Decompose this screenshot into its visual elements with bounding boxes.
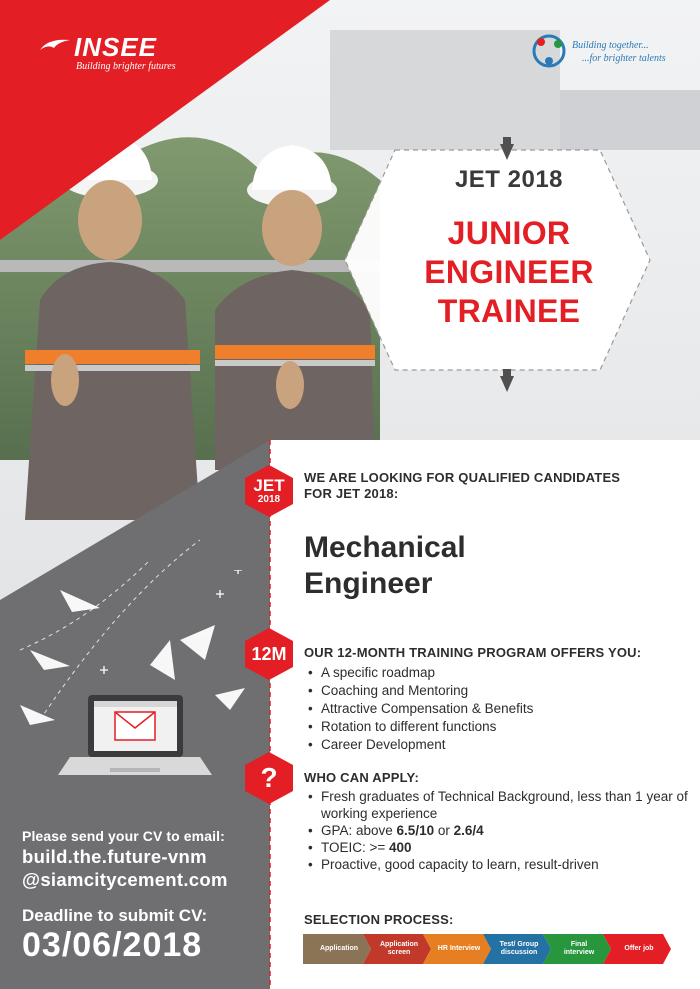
process-step-label: Final interview	[563, 941, 595, 956]
people-circle-logo-icon	[530, 32, 568, 70]
email-link-line2[interactable]: @siamcitycement.com	[22, 869, 228, 890]
program-name: JET 2018	[454, 166, 564, 193]
email-link-line1[interactable]: build.the.future-vnm	[22, 846, 207, 867]
partner-line2: ...for brighter talents	[582, 53, 666, 64]
insee-bird-logo-icon	[38, 36, 72, 56]
process-step	[303, 934, 371, 964]
deadline-label: Deadline to submit CV:	[22, 906, 208, 925]
role-line1: JUNIOR	[447, 215, 571, 251]
plus-icon	[100, 666, 108, 674]
list-item: • Career Development	[308, 736, 688, 754]
process-step	[603, 934, 671, 964]
list-item: • Attractive Compensation & Benefits	[308, 700, 688, 718]
jet-badge-bottom: 2018	[257, 493, 281, 505]
deadline-date: 03/06/2018	[22, 926, 203, 964]
gpa-value1: 6.5/10	[396, 822, 435, 838]
laptop-icon	[58, 695, 212, 775]
jet-badge-top: JET	[253, 475, 285, 495]
role-line2: ENGINEER	[424, 254, 594, 290]
looking-heading-line2: FOR JET 2018:	[304, 486, 399, 501]
list-item: • Rotation to different functions	[308, 718, 688, 736]
process-step	[423, 934, 491, 964]
list-item	[308, 840, 688, 857]
process-step	[483, 934, 551, 964]
brand-tagline: Building brighter futures	[76, 61, 176, 72]
paper-plane-icon	[150, 640, 175, 680]
paper-plane-icon	[30, 650, 70, 670]
list-item: • Fresh graduates of Technical Background, less than 1 year of working experience	[308, 789, 688, 822]
selection-heading: SELECTION PROCESS:	[304, 912, 454, 927]
list-item: • A specific roadmap	[308, 664, 688, 682]
plus-icon	[216, 590, 224, 598]
plus-icon	[234, 570, 242, 574]
insee-logo	[38, 32, 176, 72]
training-heading: OUR 12-MONTH TRAINING PROGRAM OFFERS YOU:	[304, 645, 642, 660]
laptop-email-illustration	[0, 570, 270, 790]
list-item: • Proactive, good capacity to learn, result-driven	[308, 857, 688, 874]
who-list	[308, 789, 688, 874]
looking-heading	[304, 470, 674, 502]
process-step-label: Application screen	[379, 941, 419, 956]
gpa-value2: 2.6/4	[453, 822, 484, 838]
looking-heading-line1: WE ARE LOOKING FOR QUALIFIED CANDIDATES	[304, 470, 621, 485]
brand-name: INSEE	[74, 32, 158, 62]
training-badge-label: 12M	[251, 643, 287, 664]
process-step-label: Application	[319, 945, 359, 952]
question-mark-icon: ?	[260, 762, 278, 793]
list-item	[308, 823, 688, 840]
toeic-prefix: TOEIC: >=	[321, 839, 390, 855]
gpa-mid: or	[434, 822, 454, 838]
partner-line1: Building together...	[572, 40, 649, 51]
position-line2: Engineer	[304, 567, 433, 600]
program-title	[370, 166, 648, 331]
process-step-label: Offer job	[624, 945, 654, 952]
paper-plane-icon	[180, 625, 215, 660]
selection-process	[303, 934, 683, 964]
paper-plane-icon	[60, 590, 100, 612]
process-step-label: Test/ Group discussion	[499, 941, 539, 956]
process-step-label: HR Interview	[437, 945, 481, 952]
gpa-prefix: GPA: above	[321, 822, 397, 838]
role-title	[370, 214, 648, 331]
training-list	[308, 664, 688, 754]
position-title	[304, 530, 644, 602]
paper-plane-icon	[20, 705, 55, 725]
position-line1: Mechanical	[304, 531, 466, 564]
list-item: • Coaching and Mentoring	[308, 682, 688, 700]
role-line3: TRAINEE	[437, 293, 581, 329]
who-heading: WHO CAN APPLY:	[304, 770, 419, 785]
contact-label: Please send your CV to email:	[22, 828, 225, 844]
jet-badge	[243, 465, 295, 517]
partner-logo	[530, 32, 700, 72]
process-step	[543, 934, 611, 964]
toeic-value: 400	[389, 839, 412, 855]
process-step	[363, 934, 431, 964]
paper-plane-icon	[215, 688, 245, 710]
